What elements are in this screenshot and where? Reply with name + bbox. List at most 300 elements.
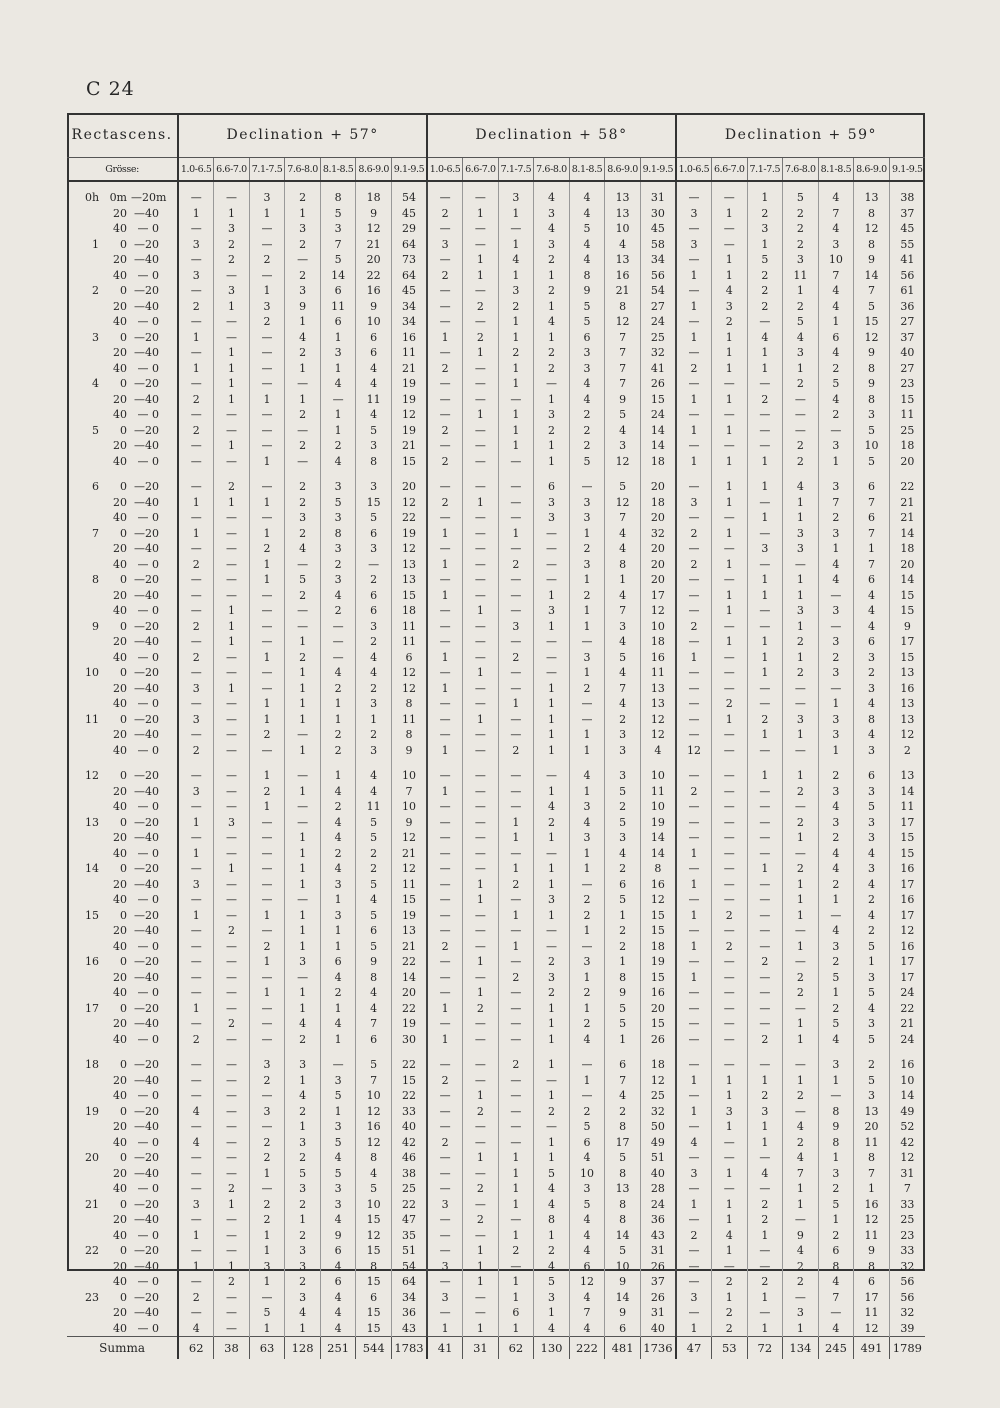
count-cell: —	[712, 1150, 748, 1166]
count-cell: 3	[534, 237, 570, 253]
count-cell: 3	[214, 221, 250, 237]
count-cell: —	[747, 1259, 783, 1275]
count-cell: 36	[889, 299, 925, 315]
count-cell: 1	[783, 768, 819, 784]
count-cell: 1	[569, 619, 605, 635]
count-cell: 1	[249, 908, 285, 924]
ra-minute: 0	[120, 480, 127, 494]
ra-minute-end: —20	[134, 908, 159, 922]
ra-minute-end: —20	[134, 480, 159, 494]
count-cell: —	[783, 1057, 819, 1073]
count-cell: 15	[640, 908, 676, 924]
count-cell: 8	[391, 696, 427, 712]
count-cell: 40	[889, 345, 925, 361]
count-cell: —	[712, 727, 748, 743]
count-cell: —	[427, 727, 463, 743]
count-cell: 1	[783, 650, 819, 666]
spacer-cell	[712, 181, 748, 190]
count-cell: 1	[534, 784, 570, 800]
count-cell: 13	[889, 665, 925, 681]
count-cell: 6	[569, 1135, 605, 1151]
count-cell: —	[676, 768, 712, 784]
count-cell: —	[498, 1104, 534, 1120]
count-cell: —	[783, 799, 819, 815]
count-cell: 34	[391, 299, 427, 315]
count-cell: —	[178, 1150, 214, 1166]
count-cell: 2	[712, 314, 748, 330]
count-cell: —	[178, 1243, 214, 1259]
count-cell: 7	[854, 526, 890, 542]
count-cell: 2	[178, 1290, 214, 1306]
count-cell: —	[783, 392, 819, 408]
count-cell: 1	[712, 361, 748, 377]
count-cell: 1	[498, 268, 534, 284]
ra-cell	[67, 283, 178, 299]
count-cell: 21	[391, 361, 427, 377]
count-cell: 4	[854, 696, 890, 712]
size-class-header: 1.0-6.5	[178, 158, 214, 182]
count-cell: —	[427, 1243, 463, 1259]
count-cell: 4	[818, 572, 854, 588]
count-cell: —	[214, 407, 250, 423]
count-cell: —	[676, 830, 712, 846]
spacer-cell	[889, 1047, 925, 1057]
count-cell: 7	[889, 1181, 925, 1197]
count-cell: 8	[605, 970, 641, 986]
ra-cell	[67, 299, 178, 315]
ra-minute: 20	[113, 206, 127, 220]
count-cell: 18	[889, 541, 925, 557]
count-cell: 40	[640, 1321, 676, 1337]
count-cell: 1	[676, 1321, 712, 1337]
count-cell: —	[427, 1305, 463, 1321]
ra-minute: 40	[113, 1032, 127, 1046]
count-cell: —	[249, 1088, 285, 1104]
count-cell: 3	[818, 815, 854, 831]
count-cell: 1	[214, 495, 250, 511]
count-cell: 16	[640, 650, 676, 666]
count-cell: 8	[854, 361, 890, 377]
count-cell: 3	[569, 830, 605, 846]
count-cell: 8	[854, 206, 890, 222]
count-cell: 2	[285, 190, 321, 206]
count-cell: 8	[391, 727, 427, 743]
ra-cell	[67, 634, 178, 650]
count-cell: —	[498, 1135, 534, 1151]
count-cell: 2	[427, 206, 463, 222]
table-row	[67, 1057, 925, 1073]
count-cell: 34	[391, 1290, 427, 1306]
count-cell: 1	[783, 1016, 819, 1032]
count-cell: 1	[463, 1150, 499, 1166]
count-cell: 2	[676, 557, 712, 573]
count-cell: 6	[356, 330, 392, 346]
count-cell: 1	[747, 1228, 783, 1244]
count-cell: —	[214, 454, 250, 470]
count-cell: 17	[605, 1135, 641, 1151]
count-cell: 3	[178, 712, 214, 728]
count-cell: 2	[747, 206, 783, 222]
ra-cell	[67, 526, 178, 542]
count-cell: —	[214, 650, 250, 666]
ra-minute: 0	[120, 1001, 127, 1015]
count-cell: 15	[391, 1073, 427, 1089]
count-cell: 20	[640, 1001, 676, 1017]
count-cell: —	[178, 376, 214, 392]
count-cell: —	[534, 650, 570, 666]
count-cell: 1	[534, 392, 570, 408]
ra-minute: 0	[120, 619, 127, 633]
count-cell: 4	[605, 696, 641, 712]
count-cell: 37	[889, 206, 925, 222]
count-cell: —	[214, 1088, 250, 1104]
count-cell: 2	[178, 619, 214, 635]
count-cell: 1	[463, 603, 499, 619]
table-row	[67, 1321, 925, 1337]
count-cell: —	[427, 299, 463, 315]
count-cell: 6	[320, 1243, 356, 1259]
count-cell: 1	[427, 330, 463, 346]
count-cell: —	[463, 768, 499, 784]
count-cell: —	[676, 892, 712, 908]
count-cell: 4	[320, 1016, 356, 1032]
count-cell: —	[320, 392, 356, 408]
count-cell: 4	[356, 892, 392, 908]
count-cell: 2	[356, 727, 392, 743]
spacer-cell	[356, 1047, 392, 1057]
count-cell: —	[249, 1016, 285, 1032]
count-cell: 2	[285, 345, 321, 361]
ra-cell	[67, 815, 178, 831]
table-row	[67, 438, 925, 454]
count-cell: —	[178, 1181, 214, 1197]
spacer-cell	[569, 758, 605, 768]
count-cell: 16	[640, 877, 676, 893]
count-cell: —	[747, 985, 783, 1001]
count-cell: 4	[818, 1274, 854, 1290]
count-cell: 1	[214, 438, 250, 454]
count-cell: 2	[285, 1228, 321, 1244]
declination-58-header: Declination + 58°	[427, 113, 676, 158]
count-cell: 4	[818, 221, 854, 237]
count-cell: 55	[889, 237, 925, 253]
ra-minute-end: —20	[134, 1197, 159, 1211]
count-cell: 1	[285, 908, 321, 924]
count-cell: —	[214, 1290, 250, 1306]
count-cell: 34	[640, 252, 676, 268]
count-cell: 21	[605, 283, 641, 299]
count-cell: 1	[534, 1057, 570, 1073]
count-cell: —	[712, 665, 748, 681]
count-cell: 1	[676, 650, 712, 666]
count-cell: 3	[854, 815, 890, 831]
count-cell: 5	[854, 1032, 890, 1048]
spacer-cell	[498, 758, 534, 768]
count-cell: —	[676, 252, 712, 268]
count-cell: 9	[356, 206, 392, 222]
count-cell: 2	[249, 1150, 285, 1166]
ra-minute: 20	[113, 495, 127, 509]
count-cell: —	[249, 1032, 285, 1048]
spacer-cell	[285, 181, 321, 190]
count-cell: 2	[783, 784, 819, 800]
count-cell: —	[463, 1166, 499, 1182]
count-cell: —	[712, 619, 748, 635]
count-cell: 3	[249, 1259, 285, 1275]
count-cell: 54	[640, 283, 676, 299]
count-cell: 10	[569, 1166, 605, 1182]
count-cell: 1	[676, 939, 712, 955]
table-row	[67, 1001, 925, 1017]
count-cell: 4	[320, 1150, 356, 1166]
count-cell: 1	[569, 572, 605, 588]
count-cell: 3	[178, 268, 214, 284]
count-cell: 4	[569, 1150, 605, 1166]
count-cell: 1	[605, 1032, 641, 1048]
count-cell: 21	[356, 237, 392, 253]
count-cell: 3	[783, 526, 819, 542]
count-cell: 2	[783, 237, 819, 253]
spacer-cell	[463, 469, 499, 479]
count-cell: 8	[818, 1259, 854, 1275]
ra-cell	[67, 1057, 178, 1073]
count-cell: 36	[640, 1212, 676, 1228]
table-row	[67, 830, 925, 846]
count-cell: 39	[889, 1321, 925, 1337]
ra-cell	[67, 954, 178, 970]
count-cell: —	[427, 970, 463, 986]
count-cell: 3	[818, 1057, 854, 1073]
spacer-cell	[534, 469, 570, 479]
count-cell: 1	[534, 830, 570, 846]
table-row	[67, 877, 925, 893]
count-cell: —	[249, 510, 285, 526]
count-cell: 3	[605, 743, 641, 759]
count-cell: 2	[605, 939, 641, 955]
count-cell: 2	[783, 1274, 819, 1290]
count-cell: 4	[854, 877, 890, 893]
count-cell: 4	[569, 768, 605, 784]
summa-cell: 1783	[391, 1337, 427, 1360]
table-row	[67, 985, 925, 1001]
count-cell: 3	[178, 784, 214, 800]
count-cell: 5	[569, 1197, 605, 1213]
count-cell: 1	[178, 526, 214, 542]
count-cell: 4	[569, 1290, 605, 1306]
table-row	[67, 861, 925, 877]
count-cell: 1	[569, 526, 605, 542]
count-cell: 3	[676, 1290, 712, 1306]
ra-hour: 7	[92, 526, 99, 540]
count-cell: —	[214, 423, 250, 439]
count-cell: 3	[285, 1181, 321, 1197]
ra-minute-end: —20m	[131, 191, 167, 205]
ra-minute-end: —40	[134, 299, 159, 313]
count-cell: 1	[712, 345, 748, 361]
count-cell: 1	[427, 526, 463, 542]
count-cell: 6	[854, 510, 890, 526]
spacer-cell	[889, 181, 925, 190]
count-cell: —	[498, 1032, 534, 1048]
count-cell: 3	[783, 603, 819, 619]
ra-minute: 20	[113, 784, 127, 798]
count-cell: —	[747, 799, 783, 815]
ra-cell	[67, 438, 178, 454]
table-row	[67, 727, 925, 743]
count-cell: 4	[534, 221, 570, 237]
count-cell: —	[427, 1104, 463, 1120]
count-cell: 2	[747, 712, 783, 728]
count-cell: 18	[889, 438, 925, 454]
count-cell: 20	[640, 510, 676, 526]
count-cell: 11	[391, 634, 427, 650]
count-cell: —	[427, 908, 463, 924]
count-cell: 1	[712, 588, 748, 604]
count-cell: 4	[818, 557, 854, 573]
count-cell: 25	[889, 423, 925, 439]
count-cell: 1	[285, 1073, 321, 1089]
count-cell: 1	[534, 330, 570, 346]
count-cell: —	[249, 438, 285, 454]
count-cell: 2	[285, 650, 321, 666]
ra-minute-end: —40	[134, 392, 159, 406]
count-cell: 13	[889, 696, 925, 712]
spacer-cell	[818, 1047, 854, 1057]
count-cell: 2	[747, 268, 783, 284]
count-cell: —	[498, 665, 534, 681]
count-cell: 2	[249, 1197, 285, 1213]
table-row	[67, 345, 925, 361]
count-cell: 5	[356, 423, 392, 439]
count-cell: 1	[285, 1321, 321, 1337]
count-cell: 26	[640, 1259, 676, 1275]
count-cell: —	[712, 768, 748, 784]
ra-minute-end: — 0	[137, 361, 159, 375]
count-cell: 6	[569, 1259, 605, 1275]
ra-minute: 0	[120, 666, 127, 680]
count-cell: 19	[391, 1016, 427, 1032]
table-row	[67, 634, 925, 650]
count-cell: 11	[391, 619, 427, 635]
spacer-cell	[249, 758, 285, 768]
count-cell: 40	[391, 1119, 427, 1135]
spacer-cell	[747, 1047, 783, 1057]
count-cell: 3	[783, 345, 819, 361]
count-cell: 5	[605, 784, 641, 800]
count-cell: 2	[534, 985, 570, 1001]
count-cell: 7	[818, 268, 854, 284]
count-cell: —	[463, 1135, 499, 1151]
count-cell: 12	[356, 221, 392, 237]
spacer-cell	[534, 1047, 570, 1057]
count-cell: 17	[854, 1290, 890, 1306]
count-cell: 3	[818, 603, 854, 619]
count-cell: 4	[605, 237, 641, 253]
count-cell: 1	[214, 634, 250, 650]
ra-minute-end: —40	[134, 1213, 159, 1227]
count-cell: —	[427, 1181, 463, 1197]
count-cell: —	[285, 376, 321, 392]
size-class-header: 7.1-7.5	[249, 158, 285, 182]
count-cell: —	[427, 665, 463, 681]
size-class-header: 7.1-7.5	[747, 158, 783, 182]
ra-minute-end: —40	[134, 439, 159, 453]
ra-minute-end: —20	[134, 284, 159, 298]
table-row	[67, 299, 925, 315]
count-cell: 4	[818, 861, 854, 877]
count-cell: 2	[178, 423, 214, 439]
ra-cell	[67, 892, 178, 908]
count-cell: 2	[463, 1104, 499, 1120]
count-cell: 1	[498, 237, 534, 253]
summa-cell: 130	[534, 1337, 570, 1360]
count-cell: 2	[712, 1305, 748, 1321]
count-cell: 3	[569, 361, 605, 377]
summa-cell: 1789	[889, 1337, 925, 1360]
count-cell: 22	[391, 1088, 427, 1104]
count-cell: —	[427, 619, 463, 635]
count-cell: 4	[498, 252, 534, 268]
count-cell: 1	[534, 1135, 570, 1151]
count-cell: 33	[889, 1197, 925, 1213]
count-cell: 19	[391, 423, 427, 439]
count-cell: —	[214, 557, 250, 573]
count-cell: 15	[356, 1305, 392, 1321]
count-cell: 2	[676, 619, 712, 635]
count-cell: 15	[640, 392, 676, 408]
count-cell: —	[427, 314, 463, 330]
count-cell: 1	[534, 743, 570, 759]
count-cell: 5	[605, 815, 641, 831]
count-cell: 5	[320, 495, 356, 511]
count-cell: 2	[320, 727, 356, 743]
table-row	[67, 1032, 925, 1048]
ra-minute-end: — 0	[137, 1275, 159, 1289]
count-cell: —	[498, 479, 534, 495]
count-cell: 21	[889, 1016, 925, 1032]
count-cell: 24	[889, 1032, 925, 1048]
count-cell: —	[214, 541, 250, 557]
count-cell: 3	[285, 954, 321, 970]
count-cell: —	[783, 696, 819, 712]
ra-minute-end: —20	[134, 712, 159, 726]
count-cell: 2	[534, 954, 570, 970]
count-cell: 1	[569, 861, 605, 877]
count-cell: 4	[569, 1032, 605, 1048]
count-cell: 2	[320, 557, 356, 573]
count-cell: —	[712, 1181, 748, 1197]
count-cell: 2	[712, 1321, 748, 1337]
count-cell: 1	[214, 619, 250, 635]
count-cell: —	[498, 985, 534, 1001]
count-cell: —	[463, 1290, 499, 1306]
count-cell: 4	[356, 985, 392, 1001]
count-cell: 3	[320, 1073, 356, 1089]
count-cell: —	[712, 830, 748, 846]
count-cell: 1	[249, 557, 285, 573]
count-cell: 7	[605, 330, 641, 346]
count-cell: —	[249, 423, 285, 439]
count-cell: 19	[640, 815, 676, 831]
count-cell: —	[676, 954, 712, 970]
ra-minute-end: —20	[134, 1290, 159, 1304]
count-cell: 5	[569, 314, 605, 330]
size-class-header: 6.6-7.0	[214, 158, 250, 182]
count-cell: —	[249, 743, 285, 759]
count-cell: 4	[320, 665, 356, 681]
count-cell: 1	[498, 1181, 534, 1197]
count-cell: —	[498, 892, 534, 908]
